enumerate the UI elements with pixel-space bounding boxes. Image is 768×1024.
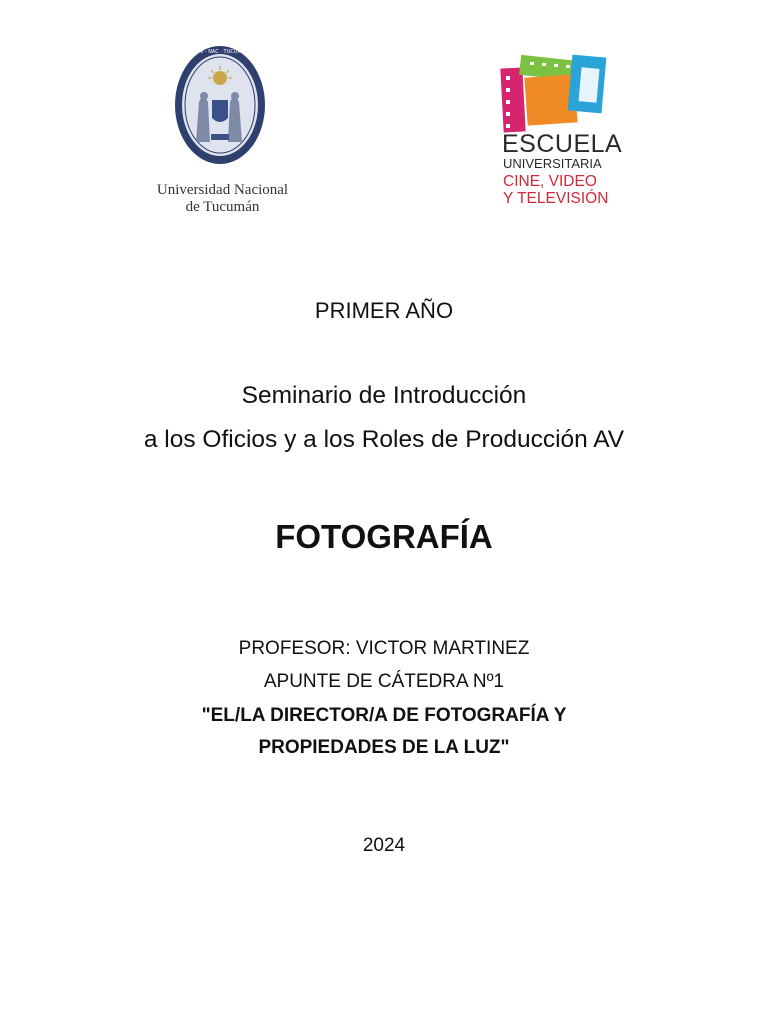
- school-programs: [503, 173, 608, 207]
- subject-title: FOTOGRAFÍA: [275, 518, 493, 555]
- film-strip-icon: [500, 54, 618, 134]
- school-programs-line-1: CINE, VIDEO: [503, 173, 597, 190]
- document-title-line-2: PROPIEDADES DE LA LUZ": [258, 737, 510, 758]
- university-seal-icon: [173, 44, 267, 166]
- school-programs-line-2: Y TELEVISIÓN: [503, 190, 609, 207]
- university-name: [140, 182, 305, 216]
- seminar-title-line-2: a los Oficios y a los Roles de Producción AV: [143, 426, 625, 453]
- seminar-title-line-1: Seminario de Introducción: [241, 382, 527, 409]
- course-year-label: PRIMER AÑO: [314, 298, 454, 323]
- school-subtitle: UNIVERSITARIA: [503, 156, 602, 171]
- apunte-number: APUNTE DE CÁTEDRA Nº1: [263, 671, 505, 692]
- document-title-line-1: "EL/LA DIRECTOR/A DE FOTOGRAFÍA Y: [201, 705, 567, 726]
- unt-logo: [140, 40, 305, 225]
- professor-name: PROFESOR: VICTOR MARTINEZ: [238, 638, 530, 659]
- school-title: ESCUELA: [502, 130, 623, 158]
- university-name-line-1: Universidad Nacional: [156, 182, 289, 198]
- svg-text:UNIV · NAC · TUCUMAN: UNIV · NAC · TUCUMAN: [191, 49, 249, 55]
- university-name-line-2: de Tucumán: [185, 199, 260, 215]
- escuela-logo: [490, 50, 630, 225]
- publication-year: 2024: [362, 835, 406, 856]
